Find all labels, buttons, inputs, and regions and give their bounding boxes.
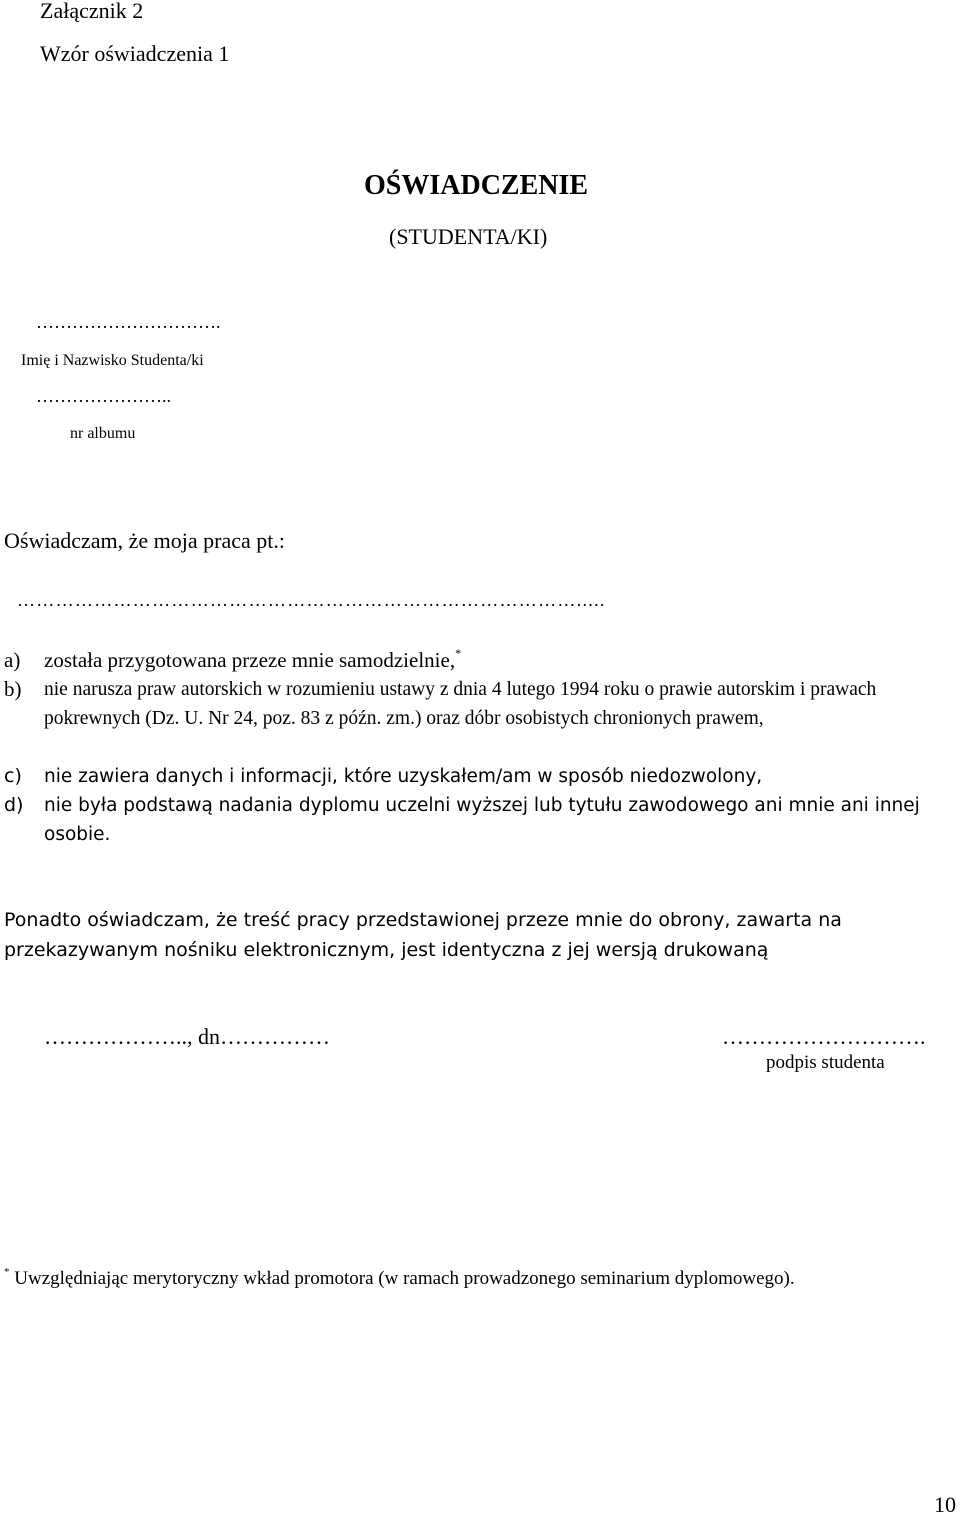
- item-letter: d): [4, 794, 24, 816]
- item-letter: b): [4, 677, 22, 701]
- template-label: Wzór oświadczenia 1: [40, 41, 230, 66]
- student-name-dots: ………………………….: [36, 312, 221, 332]
- electronic-copy-statement: Ponadto oświadczam, że treść pracy przedstawionej przeze mnie do obrony, zawarta na przekazywanym nośniku elektronicznym, jest identyczna z jej wersją drukowaną: [4, 909, 842, 961]
- footnote-mark: *: [4, 1266, 10, 1278]
- declaration-intro: Oświadczam, że moja praca pt.:: [4, 528, 285, 553]
- footnote-text: Uwzględniając merytoryczny wkład promotora (w ramach prowadzonego seminarium dyplomowego).: [14, 1268, 795, 1289]
- place-date-line: ……………….., dn……………: [44, 1024, 330, 1049]
- document-subtitle: (STUDENTA/KI): [389, 224, 548, 249]
- item-d-text: nie była podstawą nadania dyplomu uczelni wyższej lub tytułu zawodowego ani mnie ani innej osobie.: [44, 795, 920, 845]
- thesis-title-dots: …………………………………………………………………………….....: [17, 590, 606, 610]
- document-title: OŚWIADCZENIE: [364, 170, 589, 201]
- page-number: 10: [934, 1492, 956, 1517]
- footnote: [4, 1268, 795, 1290]
- signature-label: podpis studenta: [766, 1052, 885, 1073]
- album-number-label: nr albumu: [70, 425, 136, 442]
- item-text: [44, 646, 954, 675]
- footnote-marker: *: [455, 646, 462, 660]
- item-a-text: została przygotowana przeze mnie samodzielnie,: [44, 648, 456, 672]
- item-letter: c): [4, 765, 22, 787]
- item-b-text: nie narusza praw autorskich w rozumieniu ustawy z dnia 4 lutego 1994 roku o prawie autorskim i prawach pokrewnych (Dz. U. Nr 24, poz. 83 z późn. zm.) oraz dóbr osobistych chronionych prawem,: [44, 679, 877, 729]
- album-number-dots: …………………..: [36, 386, 171, 406]
- signature-dots: ……………………….: [722, 1024, 926, 1049]
- item-letter: a): [4, 648, 21, 672]
- student-name-label: Imię i Nazwisko Studenta/ki: [21, 352, 204, 369]
- item-c-text: nie zawiera danych i informacji, które uzyskałem/am w sposób niedozwolony,: [44, 766, 763, 787]
- annex-label: Załącznik 2: [40, 0, 144, 23]
